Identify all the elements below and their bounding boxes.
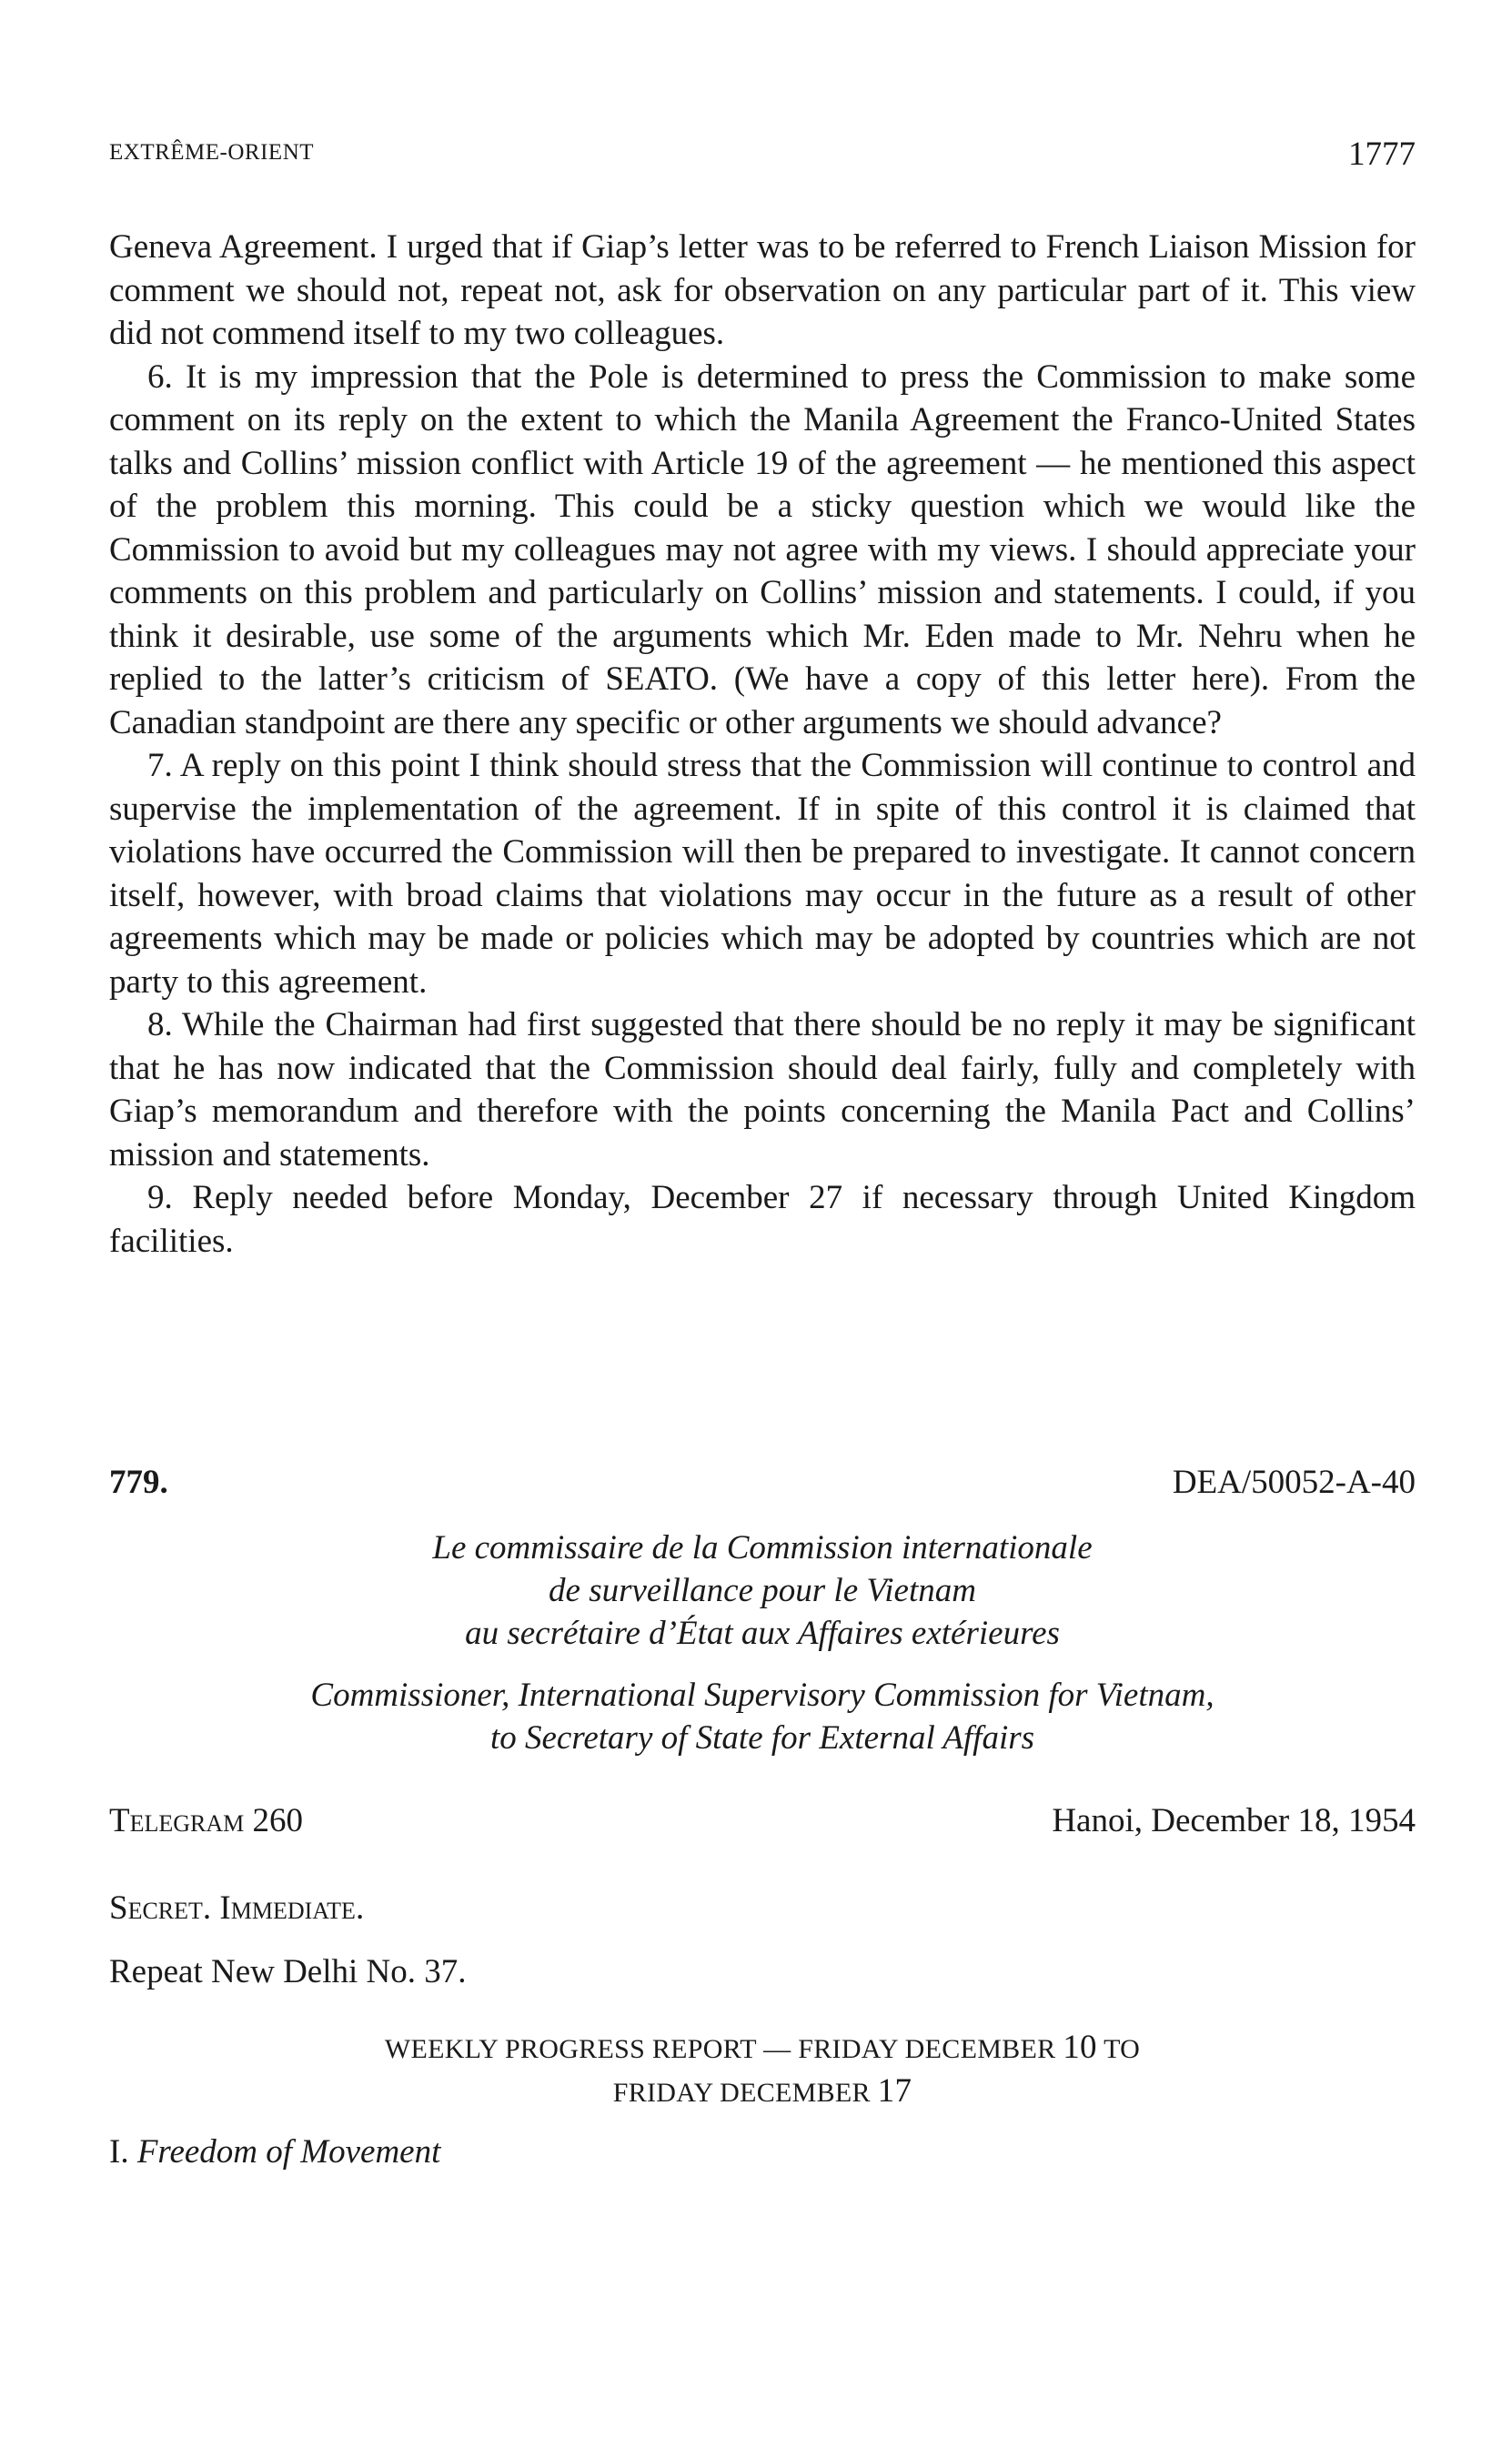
document-reference: DEA/50052-A-40	[1172, 1464, 1416, 1501]
paragraph-6: 6. It is my impression that the Pole is determined to press the Commission to make some comment on its reply on the extent to which the Manila Agreement the Franco-United States talks and Collins’ mission conflict with Article 19 of the agreement — he mentioned this aspect of the problem this morning. This could be a sticky question which we would like the Commission to avoid but my colleagues may not agree with my views. I should appreciate your comments on this problem and particularly on Collins’ mission and statements. I could, if you think it desirable, use some of the arguments which Mr. Eden made to Mr. Nehru when he replied to the latter’s criticism of SEATO. (We have a copy of this letter here). From the Canadian standpoint are there any specific or other arguments we should advance?	[109, 358, 1416, 741]
french-line: au secrétaire d’État aux Affaires extérieures	[465, 1615, 1060, 1652]
report-title-text: TO	[1096, 2034, 1141, 2064]
french-line: de surveillance pour le Vietnam	[549, 1572, 976, 1609]
paragraph-8: 8. While the Chairman had first suggested that there should be no reply it may be significant that he has now indicated that the Commission should deal fairly, fully and completely with Giap’s memorandum and therefore with the points concerning the Manila Pact and Collins’ mission and statements.	[109, 1006, 1416, 1174]
report-title-line-1	[109, 2027, 1416, 2070]
report-title-text: WEEKLY PROGRESS REPORT — FRIDAY DECEMBER	[384, 2034, 1063, 2064]
section-title: Freedom of Movement	[136, 2133, 441, 2171]
paragraph-9: 9. Reply needed before Monday, December 27 if necessary through United Kingdom facilities.	[109, 1179, 1416, 1260]
document-number: 779.	[109, 1464, 168, 1501]
running-head: EXTRÊME-ORIENT	[109, 140, 315, 165]
section-heading	[109, 2132, 440, 2171]
report-title-number: 10	[1063, 2029, 1097, 2066]
french-addressee-block	[109, 1526, 1416, 1655]
paragraph-continuation: Geneva Agreement. I urged that if Giap’s letter was to be referred to French Liaison Mission for comment we should not, repeat not, ask for observation on any particular part of it. This view did not commend itself to my two colleagues.	[109, 228, 1416, 352]
english-addressee-block	[109, 1674, 1416, 1759]
page-number: 1777	[1348, 136, 1416, 173]
report-title	[109, 2027, 1416, 2114]
report-title-line-2	[109, 2070, 1416, 2114]
english-line: Commissioner, International Supervisory Commission for Vietnam,	[310, 1677, 1215, 1714]
page-header	[109, 135, 1416, 171]
report-title-text: FRIDAY DECEMBER	[612, 2078, 878, 2108]
english-line: to Secretary of State for External Affairs	[489, 1719, 1035, 1757]
paragraph-7: 7. A reply on this point I think should stress that the Commission will continue to control and supervise the implementation of the agreement. If in spite of this control it is claimed that violations have occurred the Commission will then be prepared to investigate. It cannot concern itself, however, with broad claims that violations may occur in the future as a result of other agreements which may be made or policies which may be adopted by countries which are not party to this agreement.	[109, 747, 1416, 1001]
repeat-line: Repeat New Delhi No. 37.	[109, 1953, 467, 1990]
section-number: I.	[109, 2133, 137, 2171]
classification: Secret. Immediate.	[109, 1889, 365, 1927]
document-heading	[109, 1463, 1416, 1508]
report-title-number: 17	[877, 2072, 912, 2110]
telegram-row	[109, 1801, 1416, 1847]
telegram-number: Telegram 260	[109, 1802, 304, 1839]
french-line: Le commissaire de la Commission internationale	[432, 1529, 1093, 1567]
place-date: Hanoi, December 18, 1954	[1052, 1802, 1416, 1839]
body-text	[109, 226, 1416, 1263]
